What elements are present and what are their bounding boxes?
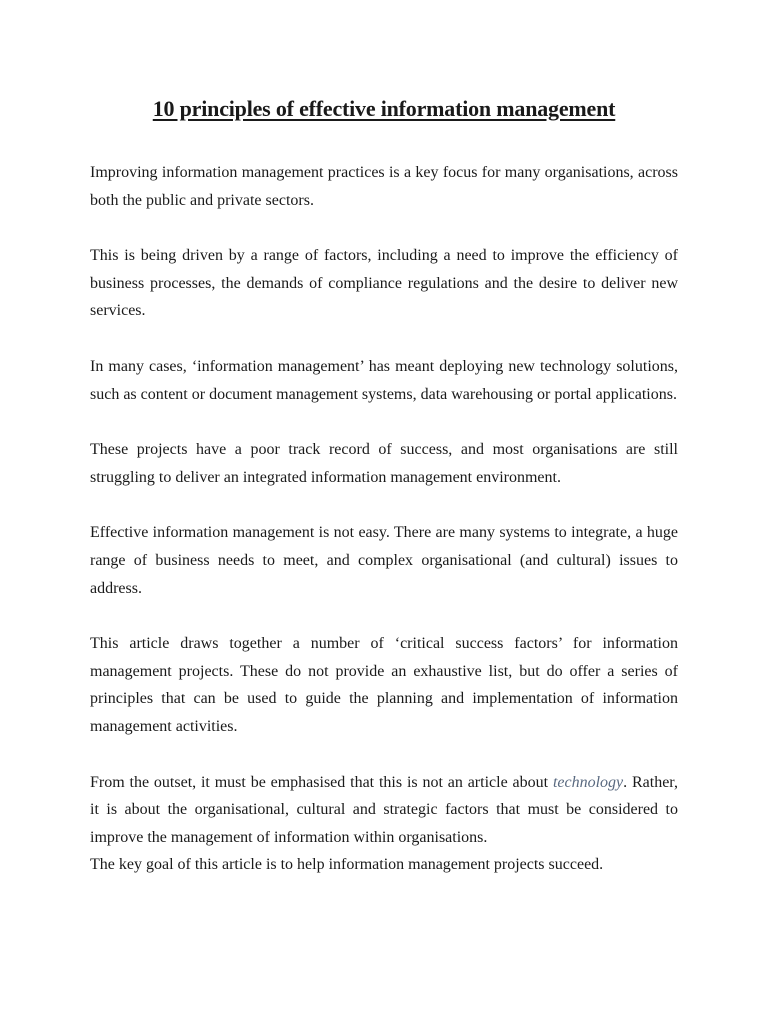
outset-rest-text: . Rather, it is about the organisational, cultural and strategic factors that must be considered to improve the management of information within organisations. [90, 773, 678, 846]
document-title: 10 principles of effective information management [152, 96, 616, 121]
paragraph-outset [90, 769, 678, 852]
paragraph-drivers: This is being driven by a range of factors, including a need to improve the efficiency of business processes, the demands of compliance regulations and the desire to deliver new services. [90, 247, 678, 320]
paragraph-key-goal: The key goal of this article is to help information management projects succeed. [90, 856, 604, 874]
technology-emphasis: technology [552, 773, 624, 791]
paragraph-not-easy: Effective information management is not easy. There are many systems to integrate, a huge range of business needs to meet, and complex organisational (and cultural) issues to address. [90, 524, 678, 597]
paragraph-intro: Improving information management practices is a key focus for many organisations, across both the public and private sectors. [90, 164, 678, 209]
outset-lead-text: From the outset, it must be emphasised that this is not an article about [90, 773, 553, 791]
paragraph-technology-solutions: In many cases, ‘information management’ has meant deploying new technology solutions, such as content or document management systems, data warehousing or portal applications. [90, 357, 678, 403]
document-page [90, 92, 678, 879]
paragraph-critical-success-factors: This article draws together a number of ‘critical success factors’ for information management projects. These do not provide an exhaustive list, but do offer a series of principles that can be used to guide the planning and implementation of information management activities. [90, 635, 678, 735]
paragraph-track-record: These projects have a poor track record of success, and most organisations are still struggling to deliver an integrated information management environment. [90, 441, 678, 486]
